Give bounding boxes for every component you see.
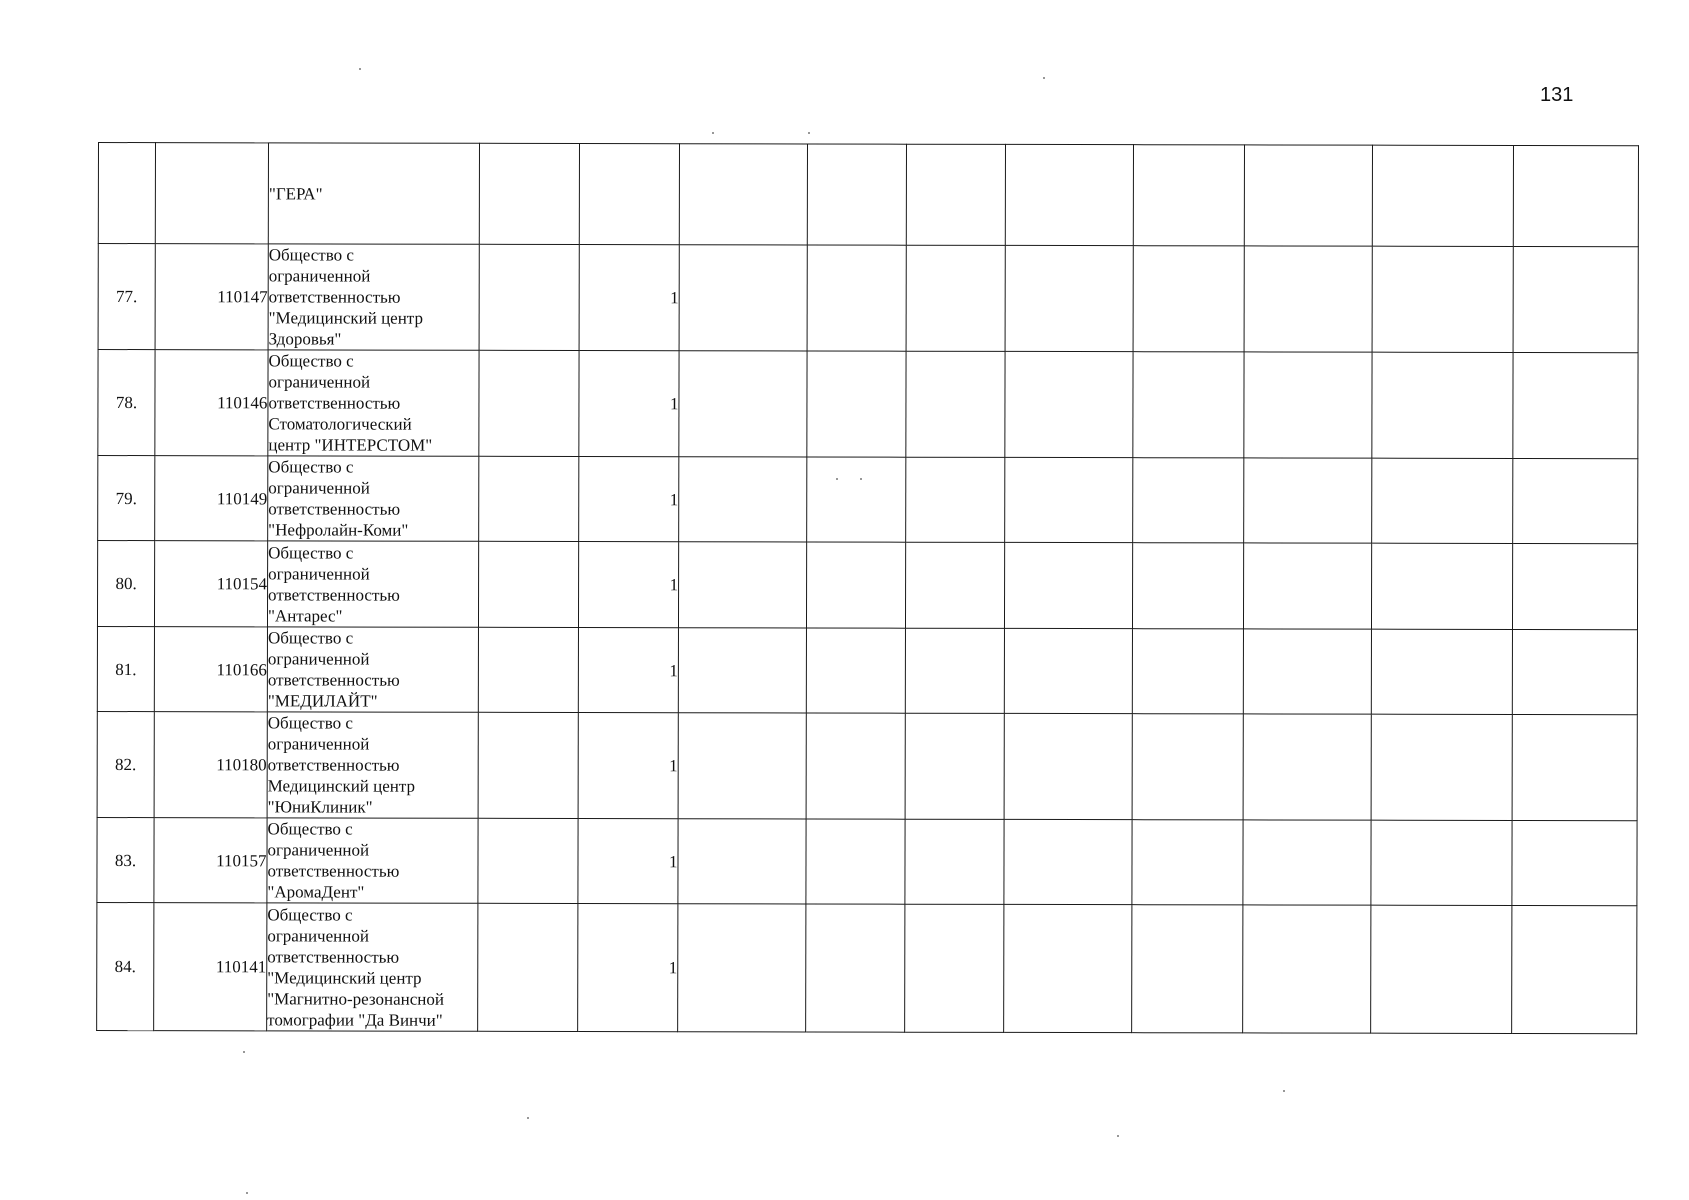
cell-empty [1513,246,1638,352]
cell-name: "ГЕРА" [268,143,479,244]
cell-empty [1132,543,1243,629]
cell-empty [479,244,579,350]
table-row [97,902,1637,1033]
cell-code: 110180 [154,712,267,818]
cell-value: 1 [578,628,678,713]
name-line: Стоматологический [268,414,412,434]
name-line: Общество с [267,819,353,839]
cell-empty [1243,543,1371,629]
cell-num: 77. [98,244,155,350]
name-line: томографии "Да Винчи" [267,1009,443,1030]
cell-name [268,456,479,541]
scan-speck [808,132,810,134]
cell-empty [579,144,679,245]
scan-speck [836,478,838,480]
cell-empty [807,144,906,245]
name-line: ответственностью [267,670,400,690]
name-line: Общество с [267,713,353,733]
name-line: ограниченной [267,840,370,860]
cell-empty [1004,628,1132,713]
name-line: ответственностью [268,499,401,519]
cell-empty [1512,629,1637,714]
cell-value: 1 [578,542,678,628]
cell-empty [679,245,807,351]
cell-empty [478,818,578,903]
cell-empty [807,457,906,542]
name-line: "Нефролайн-Коми" [268,520,409,540]
cell-name [267,627,478,712]
cell-num: 79. [98,456,155,541]
name-line: ограниченной [268,372,371,392]
cell-empty [478,627,578,712]
scan-speck [712,132,714,134]
cell-empty [1513,458,1638,543]
cell-empty [1512,543,1637,629]
name-line: ограниченной [267,925,369,946]
cell-empty [1244,352,1372,458]
cell-empty [678,819,806,904]
table-row [97,541,1637,630]
name-line: "Медицинский центр [268,308,423,328]
name-line: Здоровья" [268,329,342,349]
cell-empty [906,351,1005,457]
cell-empty [905,542,1004,628]
cell-empty [1005,144,1133,245]
scan-speck [1043,77,1045,79]
cell-empty [1004,904,1132,1032]
scan-speck [527,1117,529,1119]
cell-empty [1243,905,1371,1033]
cell-name [267,903,478,1031]
name-line: Медицинский центр [267,776,416,796]
name-line: ответственностью [268,287,401,307]
name-line: "АромаДент" [267,882,365,902]
cell-value: 1 [578,819,678,904]
cell-empty [478,903,578,1031]
cell-empty [905,819,1004,904]
cell-code: 110141 [154,903,267,1031]
cell-empty [1133,145,1244,246]
cell-empty [1133,352,1244,458]
cell-empty [479,143,579,244]
cell-empty [478,712,578,818]
cell-empty [679,351,807,457]
cell-code: 110166 [154,627,267,712]
cell-empty [478,541,578,627]
table-row [98,456,1638,544]
scan-speck [1283,1090,1285,1092]
table-row [98,244,1638,353]
cell-num: 82. [97,711,154,817]
name-line: Общество с [268,351,354,371]
cell-name [267,712,478,818]
name-line: ответственностью [268,584,400,605]
cell-empty [1005,351,1133,457]
name-line: ограниченной [268,478,370,498]
cell-code [155,143,268,244]
table-row [97,817,1637,905]
name-line: ограниченной [268,563,370,584]
continuation-row [98,143,1638,247]
name-line: Общество с [268,457,354,477]
name-line: центр "ИНТЕРСТОМ" [268,435,433,455]
cell-name [268,244,479,350]
cell-num: 81. [97,627,154,712]
cell-empty [1512,905,1637,1033]
scan-speck [246,1192,248,1194]
cell-empty [906,245,1005,351]
table-body [97,143,1639,1034]
cell-empty [1133,458,1244,543]
cell-empty [1132,820,1243,905]
cell-num: 84. [97,902,154,1030]
cell-value: 1 [578,713,678,819]
cell-num: 80. [97,541,154,627]
page-number: 131 [1540,84,1574,106]
table-row [97,627,1637,715]
cell-empty [1005,457,1133,542]
cell-empty [1371,905,1512,1033]
cell-code: 110149 [155,456,268,541]
cell-empty [678,542,806,628]
cell-empty [1005,245,1133,351]
cell-empty [479,350,579,456]
cell-empty [1244,246,1372,352]
cell-empty [1243,629,1371,714]
cell-empty [1372,145,1513,246]
cell-value: 1 [578,904,678,1032]
name-line: ограниченной [268,266,371,286]
cell-empty [806,628,905,713]
name-line: ограниченной [267,734,370,754]
cell-empty [1512,820,1637,905]
cell-empty [906,457,1005,542]
cell-empty [1372,246,1513,352]
cell-empty [1513,145,1638,246]
table-row [97,711,1637,820]
cell-empty [679,457,807,542]
table-row [98,350,1638,459]
name-line: ограниченной [267,649,370,669]
cell-empty [807,245,906,351]
cell-value: 1 [579,457,679,542]
cell-empty [1004,819,1132,904]
name-line: ответственностью [268,393,401,413]
cell-code: 110154 [154,541,267,627]
cell-name [267,541,478,627]
cell-empty [1372,352,1513,458]
cell-empty [1243,714,1371,820]
cell-empty [1371,820,1512,905]
cell-name [268,350,479,456]
cell-value: 1 [579,351,679,457]
scan-speck [1117,1135,1119,1137]
name-line: ответственностью [267,755,400,775]
cell-empty [1371,629,1512,714]
name-line: "ЮниКлиник" [267,797,373,817]
cell-empty [1132,714,1243,820]
cell-empty [906,144,1005,245]
cell-empty [678,713,806,819]
cell-empty [1132,629,1243,714]
cell-num [98,143,155,244]
scan-speck [860,478,862,480]
cell-empty [1372,458,1513,543]
cell-code: 110147 [155,244,268,350]
cell-empty [1244,145,1372,246]
cell-empty [905,713,1004,819]
name-line: ответственностью [267,946,400,967]
cell-empty [807,351,906,457]
name-line: Общество с [267,904,353,925]
name-line: "Антарес" [267,605,343,626]
scan-speck [359,68,361,70]
name-line: "МЕДИЛАЙТ" [267,691,378,711]
name-line: "Медицинский центр [267,967,422,988]
name-line: Общество с [267,628,354,648]
cell-empty [1513,352,1638,458]
cell-value: 1 [579,245,679,351]
cell-empty [806,713,905,819]
cell-num: 78. [98,350,155,456]
cell-empty [1371,543,1512,629]
cell-empty [806,904,905,1032]
cell-num: 83. [97,817,154,902]
cell-empty [1371,714,1512,820]
cell-empty [1004,713,1132,819]
cell-empty [678,628,806,713]
cell-empty [1133,246,1244,352]
cell-empty [806,819,905,904]
cell-empty [1243,820,1371,905]
cell-empty [806,542,905,628]
cell-name [267,818,478,903]
cell-empty [1132,905,1243,1033]
name-line: "Магнитно-резонансной [267,988,445,1009]
cell-empty [1512,714,1637,820]
cell-empty [1004,542,1132,628]
cell-code: 110146 [155,350,268,456]
scan-speck [243,1051,245,1053]
name-line: ответственностью [267,861,400,881]
cell-empty [905,628,1004,713]
cell-code: 110157 [154,818,267,903]
cell-empty [479,456,579,541]
cell-empty [679,144,807,245]
cell-empty [678,904,806,1032]
name-line: Общество с [268,245,354,265]
registry-table [96,142,1639,1034]
cell-empty [1244,458,1372,543]
cell-empty [905,904,1004,1032]
name-line: Общество с [268,542,354,563]
